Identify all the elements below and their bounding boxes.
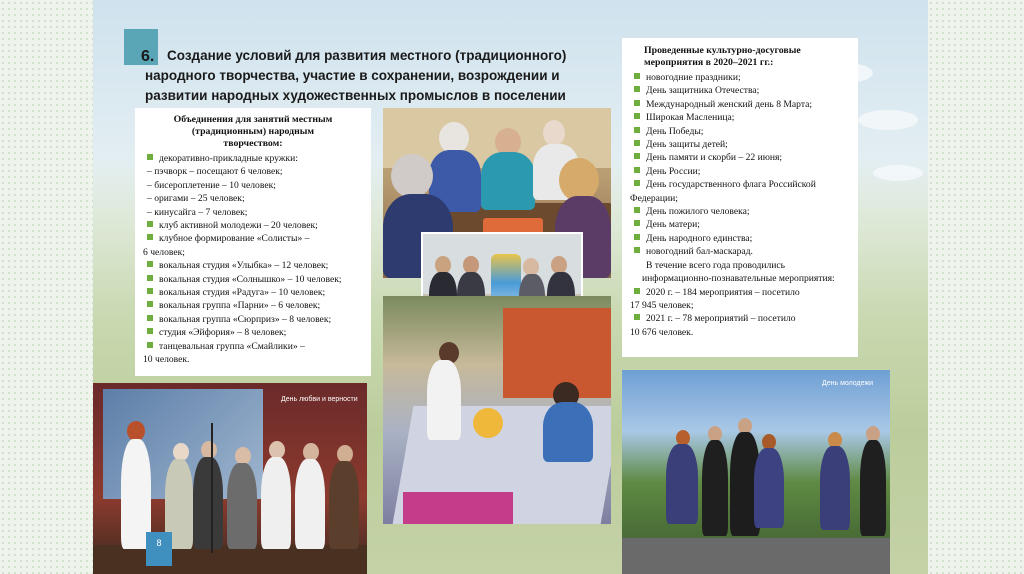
event-text: Международный женский день 8 Марта; [646, 98, 813, 110]
event-item [622, 98, 852, 111]
association-text: танцевальная группа «Смайлики» – [159, 340, 305, 352]
event-item [622, 84, 852, 97]
association-item [135, 299, 363, 312]
association-item [135, 353, 363, 366]
association-text: вокальная группа «Парни» – 6 человек; [159, 300, 321, 312]
events-stats-list [622, 286, 852, 340]
event-text: День защиты детей; [646, 139, 728, 151]
photo-children-crafts [383, 296, 611, 524]
event-item [622, 232, 852, 245]
event-item [622, 192, 852, 205]
stat-text: 2021 г. – 78 мероприятий – посетило [646, 313, 796, 325]
event-item [622, 125, 852, 138]
section-title: Создание условий для развития местного (традиционного) народного творчества, участие в сохранении, возрождении и развитии народных художественных промыслов в поселении [145, 48, 567, 103]
event-text: День России; [646, 165, 701, 177]
association-item [135, 165, 363, 178]
photo-love-fidelity-day [93, 383, 367, 574]
association-text: – кинусайга – 7 человек; [147, 206, 248, 218]
event-text: День матери; [646, 219, 700, 231]
bullet-square-icon [634, 220, 640, 226]
association-item [135, 232, 363, 245]
bullet-square-icon [634, 86, 640, 92]
bullet-square-icon [634, 247, 640, 253]
event-item [622, 205, 852, 218]
bullet-square-icon [147, 328, 153, 334]
bullet-square-icon [634, 113, 640, 119]
event-text: День пожилого человека; [646, 206, 750, 218]
association-item [135, 326, 363, 339]
bullet-square-icon [634, 288, 640, 294]
events-note: В течение всего года проводились информационно-познавательные мероприятия: [642, 259, 835, 285]
bullet-square-icon [147, 221, 153, 227]
bullet-square-icon [147, 342, 153, 348]
events-heading: Проведенные культурно-досуговые мероприятия в 2020–2021 гг.: [644, 45, 801, 68]
association-text: студия «Эйфория» – 8 человек; [159, 327, 287, 339]
event-text: День Победы; [646, 125, 704, 137]
stat-item [622, 299, 852, 312]
association-text: – пэчворк – посещают 6 человек; [147, 166, 283, 178]
associations-heading: Объединения для занятий местным (традиционным) народным творчеством: [173, 114, 333, 149]
event-item [622, 245, 852, 258]
bullet-square-icon [147, 261, 153, 267]
event-text: День защитника Отечества; [646, 85, 760, 97]
left-border-pattern [0, 0, 93, 574]
event-text: Федерации; [630, 192, 678, 204]
bullet-square-icon [147, 275, 153, 281]
association-item [135, 259, 363, 272]
bullet-square-icon [634, 140, 640, 146]
stat-item [622, 286, 852, 299]
event-text: День государственного флага Российской [646, 179, 816, 191]
page-number-badge: 8 [146, 532, 172, 566]
association-text: декоративно-прикладные кружки: [159, 153, 298, 164]
event-text: новогодние праздники; [646, 72, 741, 83]
event-text: Широкая Масленица; [646, 112, 735, 124]
event-item [622, 165, 852, 178]
bullet-square-icon [634, 314, 640, 320]
bullet-square-icon [634, 73, 640, 79]
bullet-square-icon [147, 315, 153, 321]
event-item [622, 138, 852, 151]
bullet-square-icon [147, 301, 153, 307]
association-text: клуб активной молодежи – 20 человек; [159, 220, 318, 232]
event-text: новогодний бал-маскарад. [646, 246, 753, 258]
association-item [135, 273, 363, 286]
associations-list [135, 152, 363, 367]
association-text: вокальная студия «Солнышко» – 10 человек; [159, 273, 342, 285]
association-item [135, 286, 363, 299]
association-item [135, 219, 363, 232]
events-list [622, 71, 852, 259]
association-item [135, 152, 363, 165]
right-border-pattern [928, 0, 1024, 574]
event-item [622, 111, 852, 124]
association-item [135, 246, 363, 259]
association-text: вокальная студия «Радуга» – 10 человек; [159, 287, 326, 299]
event-item [622, 151, 852, 164]
association-text: 10 человек. [143, 354, 190, 366]
event-item [622, 178, 852, 191]
stat-text: 2020 г. – 184 мероприятия – посетило [646, 286, 800, 298]
photo-youth-day [622, 370, 890, 574]
association-item [135, 179, 363, 192]
bullet-square-icon [634, 167, 640, 173]
association-text: 6 человек; [143, 246, 185, 258]
association-text: вокальная группа «Сюрприз» – 8 человек; [159, 313, 332, 325]
youth-day-caption: День молодежи [822, 380, 874, 387]
section-number: 6. [141, 48, 155, 65]
bullet-square-icon [634, 180, 640, 186]
bullet-square-icon [634, 153, 640, 159]
association-text: – бисероплетение – 10 человек; [147, 179, 276, 191]
event-item [622, 71, 852, 84]
association-item [135, 340, 363, 353]
association-item [135, 313, 363, 326]
stat-text: 10 676 человек. [630, 326, 694, 338]
stat-text: 17 945 человек; [630, 299, 694, 311]
bullet-square-icon [147, 288, 153, 294]
bullet-square-icon [147, 234, 153, 240]
stat-item [622, 326, 852, 339]
event-text: День памяти и скорби – 22 июня; [646, 152, 783, 164]
association-text: вокальная студия «Улыбка» – 12 человек; [159, 260, 329, 272]
event-item [622, 218, 852, 231]
association-text: – оригами – 25 человек; [147, 193, 245, 205]
stat-item [622, 312, 852, 325]
love-fidelity-caption: День любви и верности [281, 396, 358, 403]
event-text: День народного единства; [646, 232, 753, 244]
bullet-square-icon [634, 207, 640, 213]
association-item [135, 192, 363, 205]
bullet-square-icon [147, 154, 153, 160]
bullet-square-icon [634, 234, 640, 240]
associations-card [135, 108, 371, 376]
association-item [135, 206, 363, 219]
bullet-square-icon [634, 127, 640, 133]
events-card [622, 38, 858, 357]
bullet-square-icon [634, 100, 640, 106]
association-text: клубное формирование «Солисты» – [159, 233, 310, 245]
